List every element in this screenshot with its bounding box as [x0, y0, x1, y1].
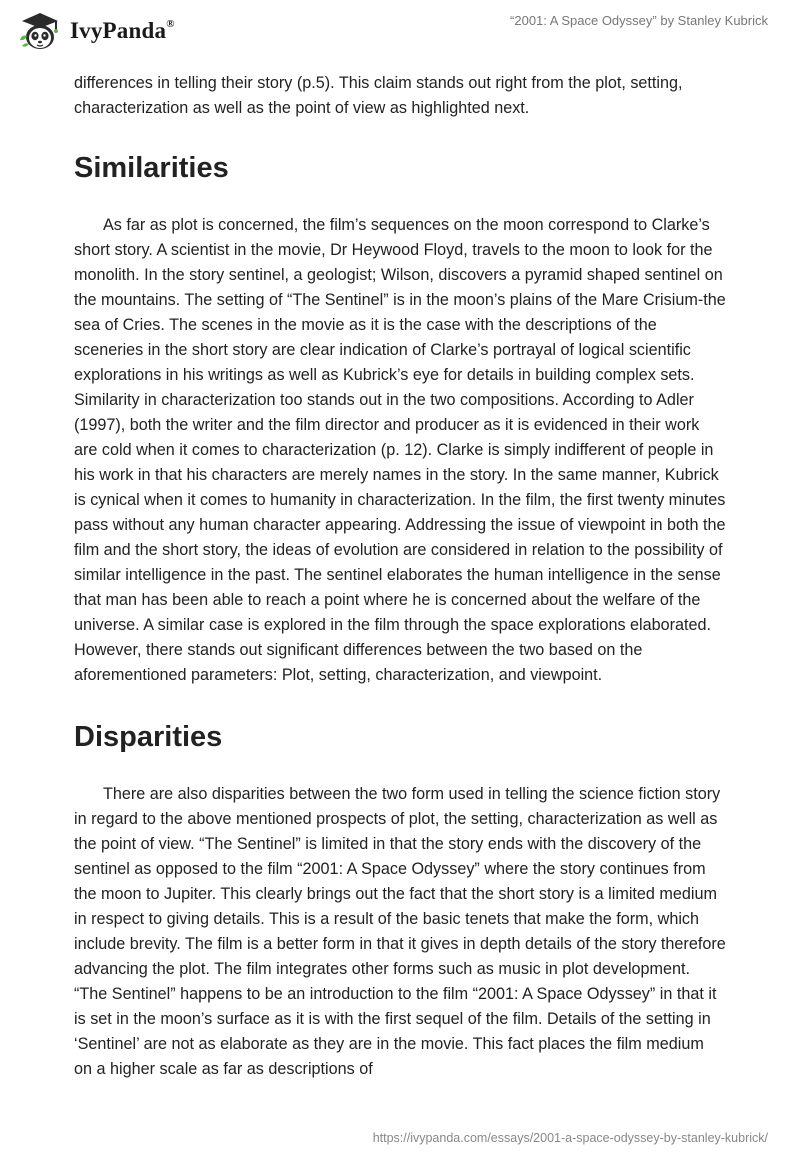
document-title: “2001: A Space Odyssey” by Stanley Kubrick	[510, 13, 768, 28]
section-heading-disparities: Disparities	[74, 721, 223, 753]
intro-paragraph: differences in telling their story (p.5). This claim stands out right from the plot, setting, characterization as well as the point of view as highlighted next.	[74, 74, 683, 117]
similarities-paragraph: As far as plot is concerned, the film’s sequences on the moon correspond to Clarke’s short story. A scientist in the movie, Dr Heywood Floyd, travels to the moon to look for the monolith. In the story sentinel, a geologist; Wilson, discovers a pyramid shaped sentinel on the mountains. The setting of “The Sentinel” is in the moon’s plains of the Mare Crisium-the sea of Cries. The scenes in the movie as it is the case with the descriptions of the sceneries in the short story are clear indication of Clarke’s portrayal of logical scientific explorations in his writings as well as Kubrick’s eye for details in building complex sets. Similarity in characterization too stands out in the two compositions. According to Adler (1997), both the writer and the film director and producer as it is evidenced in their work are cold when it comes to characterization (p. 12). Clarke is simply indifferent of people in his work in that his characters are merely names in the story. In the same manner, Kubrick is cynical when it comes to humanity in characterization. In the film, the first twenty minutes pass without any human character appearing. Addressing the issue of viewpoint in both the film and the short story, the ideas of evolution are considered in relation to the possibility of similar intelligence in the past. The sentinel elaborates the human intelligence in the sense that man has been able to reach a point where he is concerned about the welfare of the universe. A similar case is explored in the film through the space explorations elaborated. However, there stands out significant differences between the two based on the aforementioned parameters: Plot, setting, characterization, and viewpoint.	[74, 216, 726, 684]
brand-logo[interactable]	[16, 10, 175, 52]
source-url[interactable]: https://ivypanda.com/essays/2001-a-space-odyssey-by-stanley-kubrick/	[372, 1131, 768, 1145]
section-heading-similarities: Similarities	[74, 152, 229, 184]
page-header	[0, 0, 800, 60]
disparities-paragraph: There are also disparities between the two form used in telling the science fiction story in regard to the above mentioned prospects of plot, the setting, characterization as well as the point of view. “The Sentinel” is limited in that the story ends with the discovery of the sentinel as opposed to the film “2001: A Space Odyssey” where the story continues from the moon to Jupiter. This clearly brings out the fact that the short story is a limited medium in respect to giving details. This is a result of the basic tenets that make the form, which include brevity. The film is a better form in that it gives in depth details of the story therefore advancing the plot. The film integrates other forms such as music in plot development. “The Sentinel” happens to be an introduction to the film “2001: A Space Odyssey” in that it is set in the moon’s surface as it is with the first sequel of the film. Details of the setting in ‘Sentinel’ are not as elaborate as they are in the movie. This fact places the film medium on a higher scale as far as descriptions of	[74, 785, 726, 1078]
essay-content	[74, 71, 726, 1082]
panda-logo-icon	[16, 10, 64, 52]
registered-mark: ®	[166, 18, 175, 31]
brand-name: IvyPanda®	[70, 18, 175, 43]
